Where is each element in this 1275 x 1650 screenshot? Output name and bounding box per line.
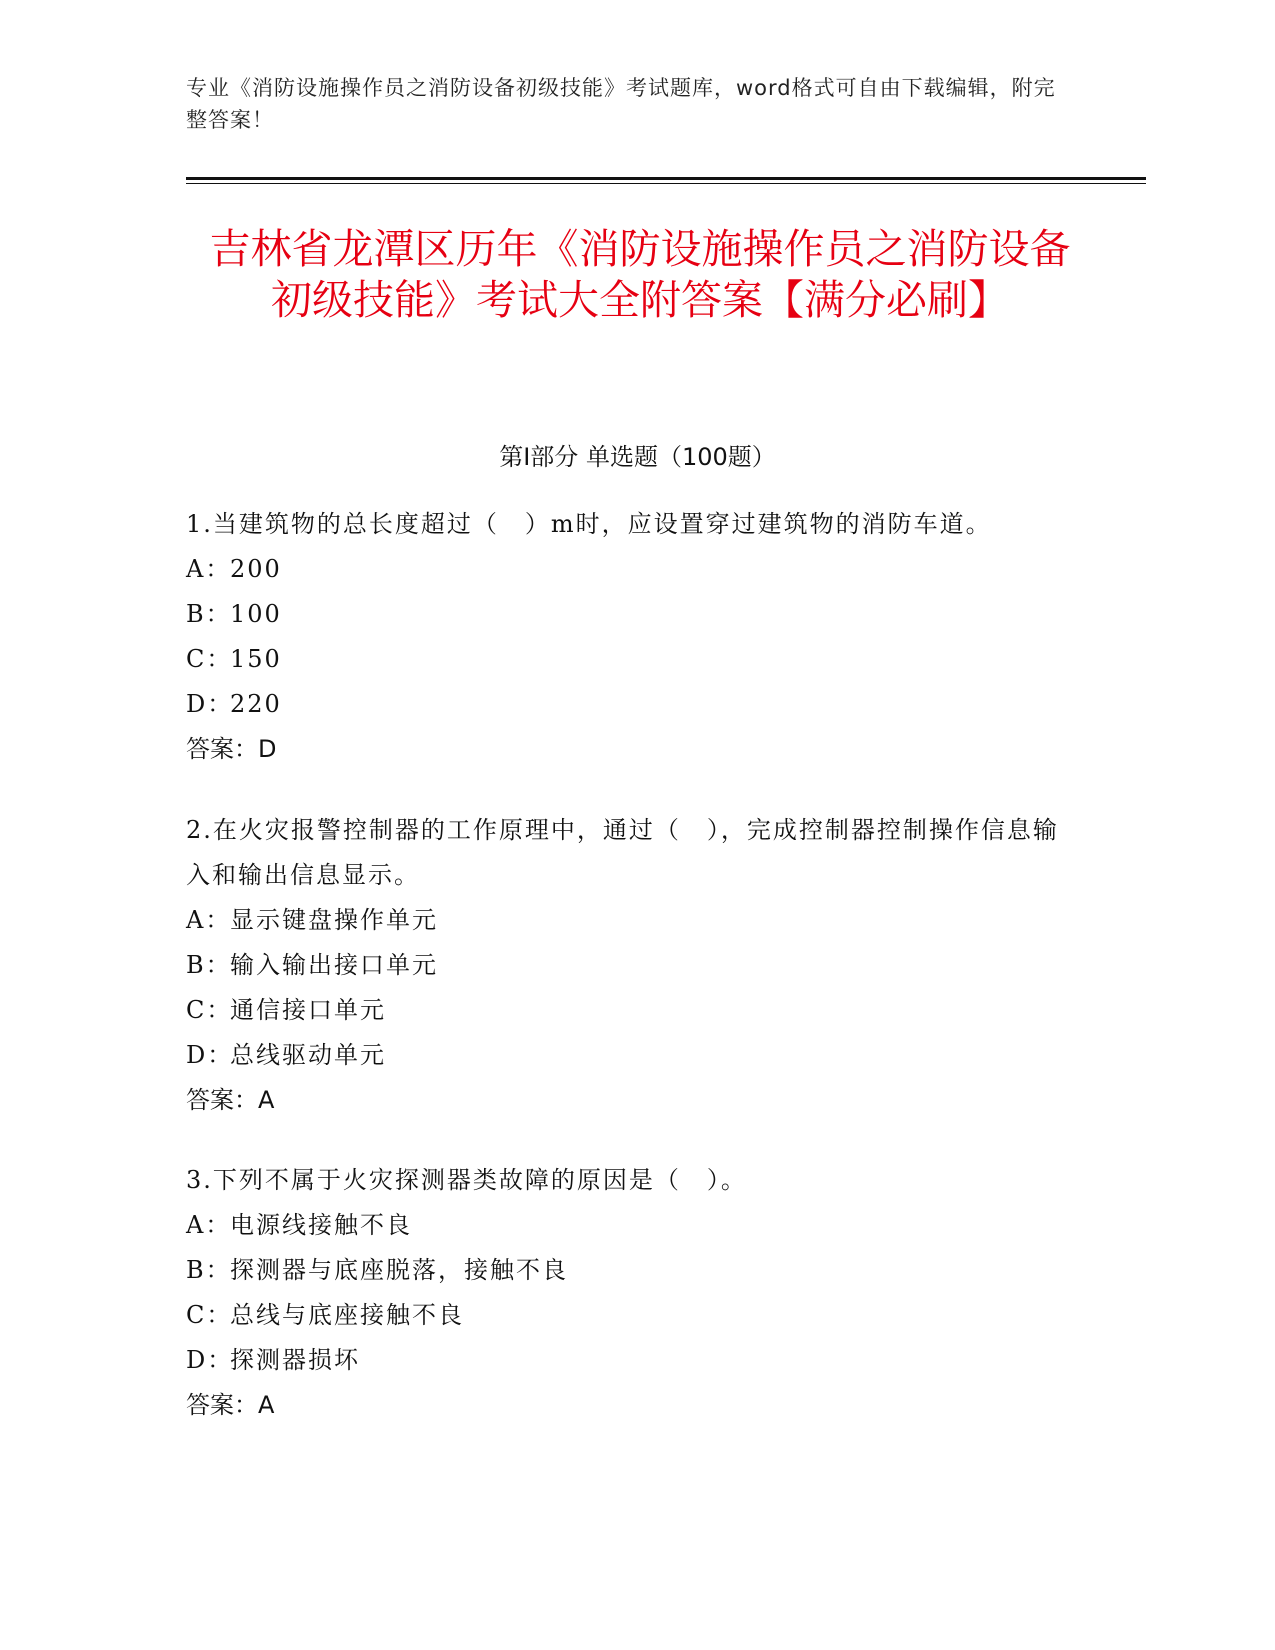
header-rule-thin — [186, 183, 1146, 184]
option-text: 电源线接触不良 — [230, 1211, 412, 1239]
option-a — [186, 547, 1066, 592]
answer-line: 答案：D — [186, 735, 277, 763]
option-text: 总线驱动单元 — [230, 1041, 386, 1069]
question-3 — [186, 1158, 1066, 1428]
answer-line: 答案：A — [186, 1391, 275, 1419]
option-text: 探测器损坏 — [230, 1346, 360, 1374]
answer-line: 答案：A — [186, 1086, 275, 1114]
option-letter: C： — [186, 996, 233, 1024]
option-c — [186, 1293, 1066, 1338]
option-letter: B： — [186, 1256, 232, 1284]
option-d — [186, 682, 1066, 727]
option-text: 220 — [230, 690, 282, 718]
section-heading: 第Ⅰ部分 单选题（100题） — [499, 443, 776, 471]
option-d — [186, 1338, 1066, 1383]
option-letter: A： — [186, 1211, 232, 1239]
option-a — [186, 1203, 1066, 1248]
option-text: 探测器与底座脱落，接触不良 — [230, 1256, 568, 1284]
option-letter: A： — [186, 906, 232, 934]
header-rule-thick — [186, 177, 1146, 180]
option-c — [186, 637, 1066, 682]
option-text: 200 — [230, 555, 282, 583]
option-text: 通信接口单元 — [230, 996, 386, 1024]
option-b — [186, 1248, 1066, 1293]
question-stem: 1.当建筑物的总长度超过（ ）m时，应设置穿过建筑物的消防车道。 — [186, 510, 992, 538]
question-1 — [186, 502, 1066, 772]
option-d — [186, 1033, 1066, 1078]
option-letter: A： — [186, 555, 232, 583]
option-letter: C： — [186, 1301, 233, 1329]
header-note: 专业《消防设施操作员之消防设备初级技能》考试题库，word格式可自由下载编辑，附完整答案！ — [186, 76, 1056, 132]
option-text: 150 — [230, 645, 282, 673]
option-letter: D： — [186, 1346, 234, 1374]
option-a — [186, 898, 1066, 943]
option-letter: D： — [186, 1041, 234, 1069]
question-stem: 2.在火灾报警控制器的工作原理中，通过（ ），完成控制器控制操作信息输入和输出信息显示。 — [186, 816, 1059, 889]
document-title: 吉林省龙潭区历年《消防设施操作员之消防设备初级技能》考试大全附答案【满分必刷】 — [209, 225, 1071, 324]
option-c — [186, 988, 1066, 1033]
option-letter: C： — [186, 645, 233, 673]
option-text: 显示键盘操作单元 — [230, 906, 438, 934]
option-text: 总线与底座接触不良 — [230, 1301, 464, 1329]
question-stem: 3.下列不属于火灾探测器类故障的原因是（ ）。 — [186, 1166, 747, 1194]
option-letter: D： — [186, 690, 234, 718]
option-text: 100 — [230, 600, 282, 628]
option-letter: B： — [186, 600, 232, 628]
option-text: 输入输出接口单元 — [230, 951, 438, 979]
option-b — [186, 943, 1066, 988]
option-b — [186, 592, 1066, 637]
option-letter: B： — [186, 951, 232, 979]
question-2 — [186, 808, 1066, 1123]
